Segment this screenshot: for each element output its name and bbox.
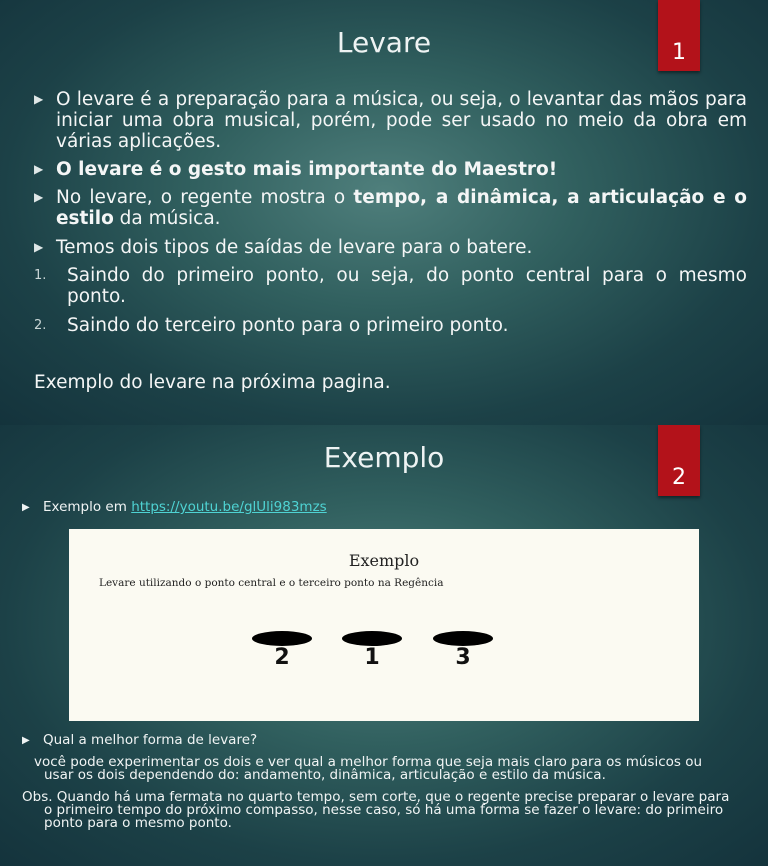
- bullet-text-emphasis: tempo, a dinâmica, a articulação e o estilo: [56, 187, 748, 229]
- link-prefix: Exemplo em: [43, 499, 132, 515]
- point-number: 1: [364, 645, 380, 670]
- bullet-item: [22, 733, 738, 748]
- footer-text: Exemplo do levare na próxima pagina.: [34, 372, 391, 393]
- conducting-point: [433, 631, 493, 669]
- bullet-item: [34, 237, 747, 258]
- bullet-text-bold: O levare é o gesto mais importante do Maestro!: [56, 159, 558, 180]
- bullet-item: [34, 187, 747, 229]
- point-disc: [433, 631, 493, 646]
- conducting-point: [252, 631, 312, 669]
- slide-1: [0, 0, 768, 425]
- slide-number-badge: 2: [658, 425, 700, 496]
- bullet-text-pre: No levare, o regente mostra o: [56, 187, 354, 208]
- point-disc: [342, 631, 402, 646]
- image-title: Exemplo: [348, 551, 420, 570]
- bullet-text: [43, 500, 738, 515]
- triangle-right-icon: ▶: [34, 92, 44, 106]
- bullet-item: [34, 159, 747, 180]
- question-text: Qual a melhor forma de levare?: [43, 732, 258, 748]
- slide-title: Levare: [336, 26, 432, 59]
- numbered-text: Saindo do primeiro ponto, ou seja, do ponto central para o mesmo ponto.: [67, 265, 747, 307]
- numbered-item: [34, 265, 747, 307]
- triangle-right-icon: ▶: [22, 735, 30, 746]
- image-subtitle: Levare utilizando o ponto central e o terceiro ponto na Regência: [99, 577, 444, 589]
- bullet-item: [34, 89, 747, 152]
- bullet-text: O levare é a preparação para a música, ou seja, o levantar das mãos para iniciar uma obra musical, porém, pode ser usado no meio da obra em várias aplicações.: [56, 89, 747, 152]
- point-number: 2: [274, 645, 290, 670]
- answer-text: você pode experimentar os dois e ver qual a melhor forma que seja mais claro para os músicos ou usar os dois dependendo do: andamento, dinâmica, articulação e estilo da música.: [34, 754, 703, 783]
- triangle-right-icon: ▶: [34, 162, 44, 176]
- triangle-right-icon: ▶: [34, 190, 44, 204]
- point-disc: [252, 631, 312, 646]
- numbered-item: [34, 315, 747, 336]
- triangle-right-icon: ▶: [34, 240, 44, 254]
- point-number: 3: [455, 645, 471, 670]
- slide-number-badge: 1: [658, 0, 700, 71]
- youtube-link[interactable]: https://youtu.be/glUli983mzs: [131, 499, 327, 515]
- obs-text: Obs. Quando há uma fermata no quarto tempo, sem corte, que o regente precise preparar o levare para o primeiro tempo do próximo compasso, nesse caso, só há uma forma se fazer o levare: do primeiro ponto para o mesmo ponto.: [22, 789, 730, 831]
- list-number: 2.: [34, 318, 47, 333]
- slide-2: [0, 425, 768, 866]
- bullet-text: [56, 187, 747, 229]
- bullet-text: Temos dois tipos de saídas de levare para o batere.: [56, 237, 533, 258]
- conducting-point: [342, 631, 402, 669]
- numbered-text: Saindo do terceiro ponto para o primeiro ponto.: [67, 315, 509, 336]
- bullet-text-post: da música.: [113, 208, 221, 229]
- triangle-right-icon: ▶: [22, 502, 30, 513]
- bullet-item: [22, 500, 738, 515]
- slide-title: Exemplo: [323, 441, 445, 474]
- example-image: [69, 529, 699, 721]
- list-number: 1.: [34, 268, 47, 283]
